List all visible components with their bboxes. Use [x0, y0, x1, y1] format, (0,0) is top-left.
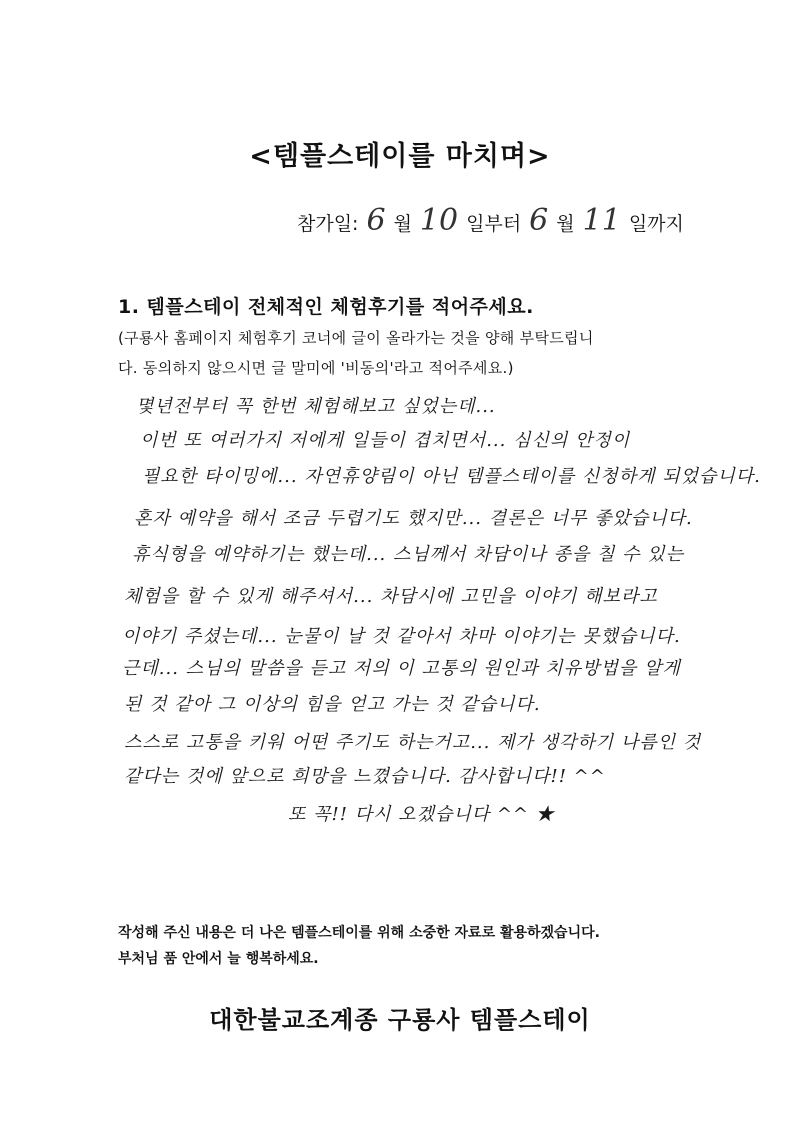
consent-note-line-1: (구룡사 홈페이지 체험후기 코너에 글이 올라가는 것을 양해 부탁드립니 [118, 329, 594, 347]
handwritten-line-5: 휴식형을 예약하기는 했는데... 스님께서 차담이나 종을 칠 수 있는 [132, 544, 685, 565]
end-suffix: 일까지 [628, 213, 684, 235]
footer-blessing: 부처님 품 안에서 늘 행복하세요. [118, 951, 319, 967]
end-day: 11 [582, 203, 621, 238]
handwritten-line-3: 필요한 타이밍에... 자연휴양림이 아닌 템플스테이를 신청하게 되었습니다. [142, 466, 761, 487]
organization-name: 대한불교조계종 구룡사 템플스테이 [209, 1006, 591, 1034]
start-month: 6 [366, 203, 386, 238]
handwritten-line-6: 체험을 할 수 있게 해주셔서... 차담시에 고민을 이야기 해보라고 [124, 586, 658, 607]
handwritten-line-11: 같다는 것에 앞으로 희망을 느꼈습니다. 감사합니다!! ^^ [124, 766, 606, 787]
footer-thanks: 작성해 주신 내용은 더 나은 템플스테이를 위해 소중한 자료로 활용하겠습니다. [118, 925, 600, 941]
handwritten-line-1: 몇년전부터 꼭 한번 체험해보고 싶었는데... [136, 396, 496, 417]
handwritten-line-10: 스스로 고통을 키워 어떤 주기도 하는거고... 제가 생각하기 나름인 것 [124, 732, 702, 753]
end-month: 6 [529, 203, 549, 238]
question-heading: 1. 템플스테이 전체적인 체험후기를 적어주세요. [118, 296, 534, 318]
handwritten-line-4: 혼자 예약을 해서 조금 두렵기도 했지만... 결론은 너무 좋았습니다. [134, 508, 693, 529]
period-label: 참가일: [297, 213, 359, 235]
handwritten-line-7: 이야기 주셨는데... 눈물이 날 것 같아서 차마 이야기는 못했습니다. [122, 626, 681, 647]
start-suffix: 일부터 [466, 213, 522, 235]
start-day: 10 [419, 203, 459, 238]
handwritten-line-8: 근데... 스님의 말씀을 듣고 저의 이 고통의 원인과 치유방법을 알게 [122, 658, 681, 679]
handwritten-line-12: 또 꼭!! 다시 오겠습니다 ^^ ★ [288, 804, 555, 825]
handwritten-line-2: 이번 또 여러가지 저에게 일들이 겹치면서... 심신의 안정이 [140, 430, 631, 451]
consent-note-line-2: 다. 동의하지 않으시면 글 말미에 '비동의'라고 적어주세요.) [118, 359, 514, 377]
month-unit-2: 월 [556, 213, 575, 235]
month-unit-1: 월 [393, 213, 412, 235]
page-title: <템플스테이를 마치며> [249, 141, 551, 172]
handwritten-line-9: 된 것 같아 그 이상의 힘을 얻고 가는 것 같습니다. [124, 694, 541, 715]
participation-period [297, 203, 684, 238]
